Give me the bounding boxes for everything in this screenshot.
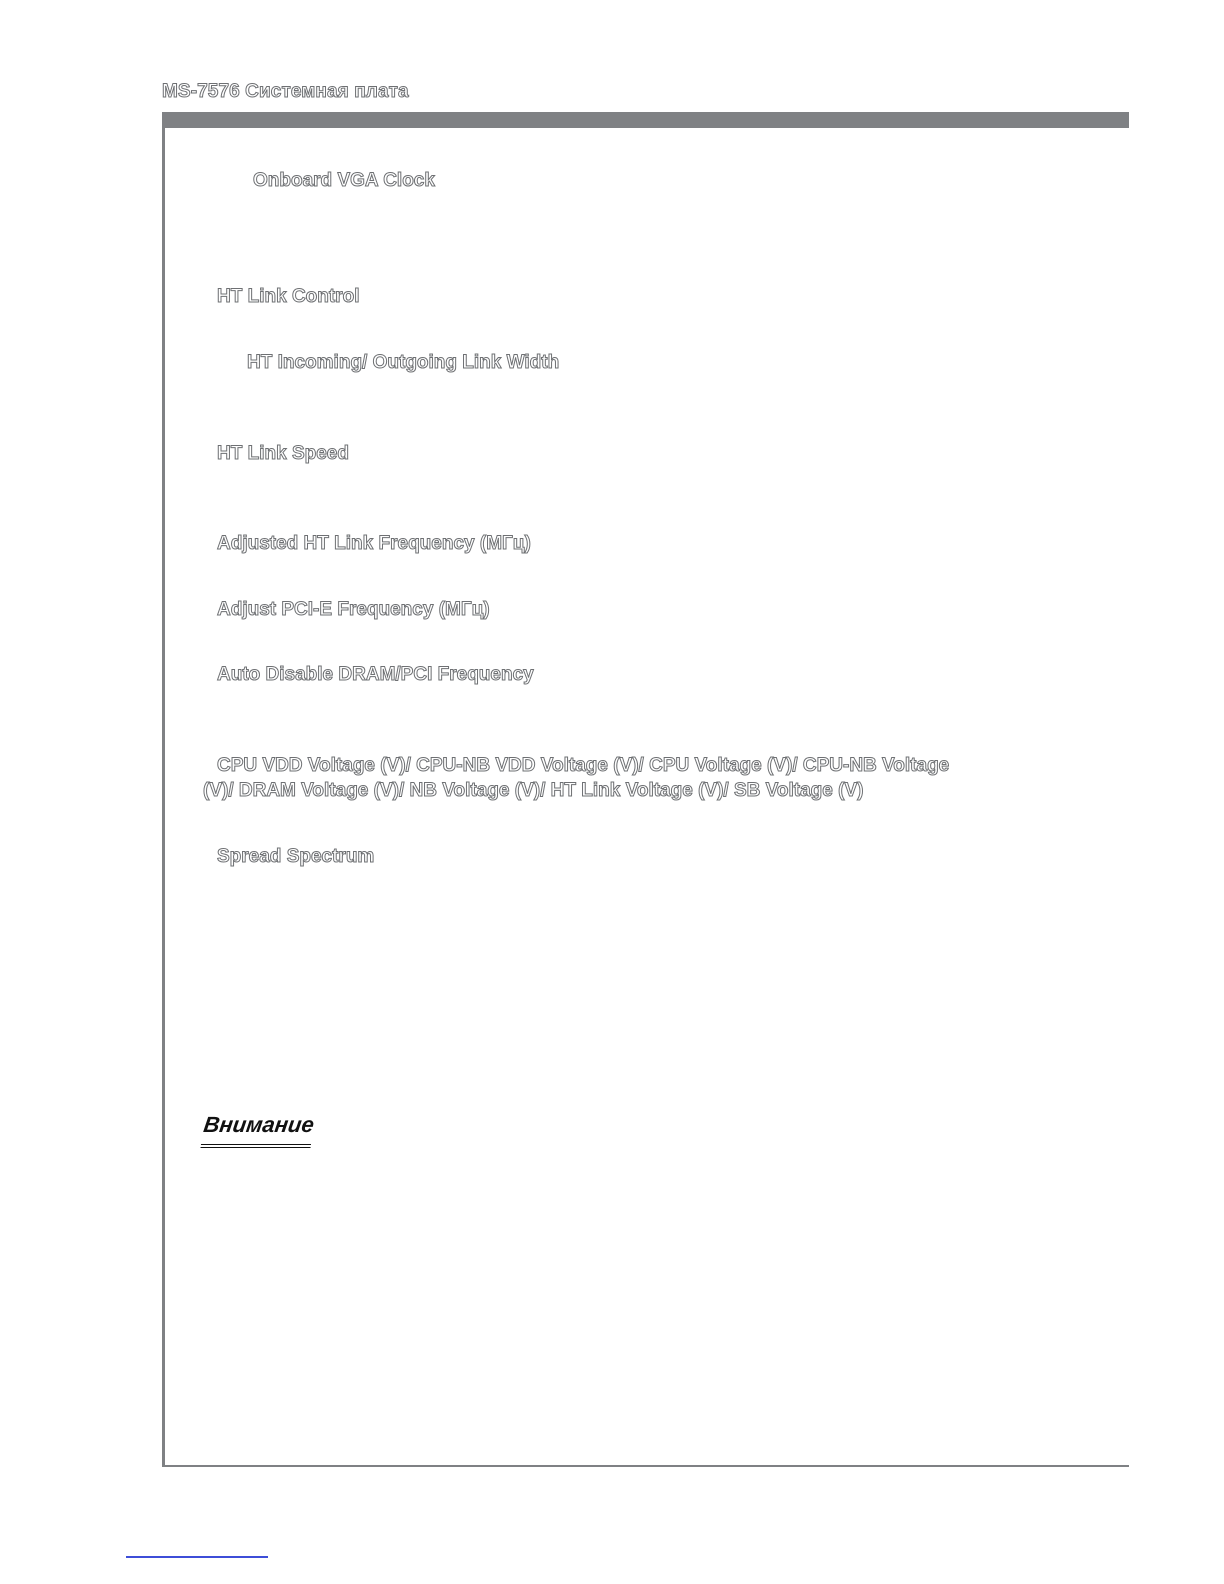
note-title: Внимание: [200, 1112, 315, 1148]
setting-ht-link-speed: HT Link Speed: [217, 443, 349, 464]
setting-adjust-pcie-frequency: Adjust PCI-E Frequency (МГц): [217, 599, 490, 620]
setting-spread-spectrum: Spread Spectrum: [217, 846, 375, 867]
footer-link-underline[interactable]: [126, 1556, 268, 1558]
setting-adjusted-ht-link-frequency: Adjusted HT Link Frequency (МГц): [217, 533, 531, 554]
left-rule: [162, 112, 165, 1467]
setting-voltages-line1: CPU VDD Voltage (V)/ CPU-NB VDD Voltage (V)/ CPU Voltage (V)/ CPU-NB Voltage: [217, 755, 950, 776]
setting-ht-link-control: HT Link Control: [217, 286, 360, 307]
setting-onboard-vga-clock: Onboard VGA Clock: [253, 170, 435, 191]
setting-ht-link-width: HT Incoming/ Outgoing Link Width: [247, 352, 560, 373]
setting-voltages-line2: (V)/ DRAM Voltage (V)/ NB Voltage (V)/ HT Link Voltage (V)/ SB Voltage (V): [203, 780, 864, 801]
page-header: MS-7576 Системная плата: [162, 81, 409, 102]
header-bar: [162, 112, 1129, 128]
bottom-rule: [162, 1465, 1129, 1467]
setting-auto-disable-dram-pci-frequency: Auto Disable DRAM/PCI Frequency: [217, 664, 534, 685]
